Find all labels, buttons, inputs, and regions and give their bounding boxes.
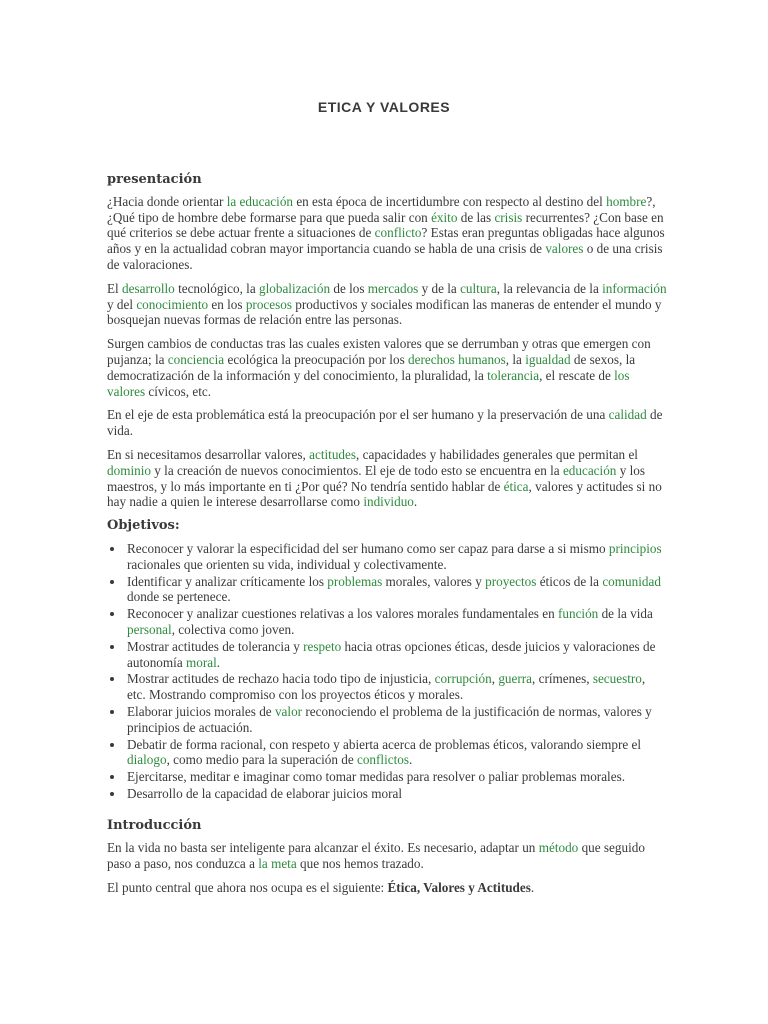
inline-link[interactable]: valor (274, 703, 303, 719)
text-run: Debatir de forma racional, con respeto y abierta acerca de problemas éticos, valorando siempre el (127, 736, 642, 752)
objetivos-list (107, 541, 667, 802)
text-run: El punto central que ahora nos ocupa es el siguiente: (107, 880, 388, 896)
inline-link[interactable]: método (538, 840, 579, 856)
text-run: , como medio para la superación de (166, 752, 357, 768)
text-run: de la vida (598, 606, 653, 622)
text-run: En el eje de esta problemática está la preocupación por el ser humano y la preservación de una (107, 407, 609, 423)
text-run: . (530, 880, 535, 896)
text-run: ecológica la preocupación por los (224, 351, 408, 367)
text-run: Identificar y analizar críticamente los (127, 573, 328, 589)
inline-link[interactable]: ética (503, 478, 529, 494)
inline-link[interactable]: principios (608, 540, 662, 556)
list-item (125, 574, 667, 606)
text-run: y la creación de nuevos conocimientos. El eje de todo esto se encuentra en la (150, 462, 563, 478)
text-run: en esta época de incertidumbre con respecto al destino del (293, 193, 607, 209)
text-run: En la vida no basta ser inteligente para alcanzar el éxito. Es necesario, adaptar un (107, 840, 539, 856)
text-run: de sexos, la democratización de la información y del conocimiento, la pluralidad, la (107, 351, 636, 383)
text-run: reconociendo el problema de la justificación de normas, valores y principios de actuación. (127, 703, 652, 735)
list-item (125, 704, 667, 736)
list-item (125, 639, 667, 671)
text-run: Mostrar actitudes de tolerancia y (127, 638, 304, 654)
inline-link[interactable]: calidad (608, 407, 647, 423)
text-run: Elaborar juicios morales de (127, 703, 275, 719)
paragraph (107, 447, 667, 510)
text-run: ?, ¿Qué tipo de hombre debe formarse para que pueda salir con (107, 193, 656, 225)
bold-text: Ética, Valores y Actitudes (387, 880, 531, 896)
text-run: Desarrollo de la capacidad de elaborar juicios moral (127, 785, 402, 801)
inline-link[interactable]: problemas (327, 573, 383, 589)
inline-link[interactable]: hombre (606, 193, 647, 209)
inline-link[interactable]: la educación (226, 193, 294, 209)
paragraph (107, 336, 667, 399)
text-run: Reconocer y valorar la especificidad del ser humano como ser capaz para darse a si mismo (127, 540, 609, 556)
list-item (125, 606, 667, 638)
text-run: , capacidades y habilidades generales que permitan el (356, 446, 638, 462)
paragraph (107, 281, 667, 328)
inline-link[interactable]: secuestro (592, 671, 642, 687)
inline-link[interactable]: proyectos (485, 573, 537, 589)
heading-presentacion: presentación (107, 172, 202, 187)
inline-link[interactable]: moral (185, 654, 217, 670)
inline-link[interactable]: cultura (460, 280, 497, 296)
inline-link[interactable]: guerra (498, 671, 533, 687)
list-item (125, 541, 667, 573)
list-item (125, 737, 667, 769)
inline-link[interactable]: la meta (258, 856, 297, 872)
text-run: Mostrar actitudes de rechazo hacia todo tipo de injusticia, (127, 671, 435, 687)
text-run: y de la (418, 280, 461, 296)
list-item (125, 786, 667, 802)
text-run: El (107, 280, 123, 296)
text-run: , colectiva como joven. (171, 621, 295, 637)
text-run: que seguido paso a paso, nos conduzca a (107, 840, 645, 872)
document-body (107, 172, 667, 904)
inline-link[interactable]: conciencia (167, 351, 225, 367)
inline-link[interactable]: respeto (303, 638, 342, 654)
text-run: Reconocer y analizar cuestiones relativas a los valores morales fundamentales en (127, 606, 558, 622)
inline-link[interactable]: tolerancia (487, 367, 540, 383)
text-run: morales, valores y (382, 573, 486, 589)
text-run: de vida. (107, 407, 663, 439)
inline-link[interactable]: mercados (367, 280, 419, 296)
paragraph (107, 840, 667, 872)
inline-link[interactable]: globalización (259, 280, 331, 296)
inline-link[interactable]: desarrollo (122, 280, 175, 296)
text-run: de los (330, 280, 368, 296)
heading-introduccion: Introducción (107, 817, 202, 833)
text-run: recurrentes? ¿Con base en qué criterios se debe actuar frente a situaciones de (107, 209, 664, 241)
text-run: éticos de la (536, 573, 603, 589)
text-run: cívicos, etc. (145, 383, 212, 399)
inline-link[interactable]: dominio (107, 462, 151, 478)
text-run: y del (107, 296, 137, 312)
text-run: , valores y actitudes si no hay nadie a quien le interese desarrollarse como (107, 478, 662, 510)
inline-link[interactable]: actitudes (309, 446, 357, 462)
inline-link[interactable]: comunidad (602, 573, 661, 589)
inline-link[interactable]: derechos humanos (408, 351, 506, 367)
text-run: hacia otras opciones éticas, desde juicios y valoraciones de autonomía (127, 638, 656, 670)
inline-link[interactable]: corrupción (434, 671, 492, 687)
inline-link[interactable]: función (557, 606, 599, 622)
text-run: , crímenes, (532, 671, 593, 687)
text-run: Ejercitarse, meditar e imaginar como tomar medidas para resolver o paliar problemas morales. (127, 769, 625, 785)
text-run: o de una crisis de valoraciones. (107, 241, 663, 272)
text-run: donde se pertenece. (127, 589, 231, 605)
inline-link[interactable]: crisis (494, 209, 523, 225)
text-run: que nos hemos trazado. (296, 856, 424, 872)
text-run: , la relevancia de la (496, 280, 603, 296)
heading-objetivos: Objetivos: (107, 518, 180, 534)
inline-link[interactable]: éxito (431, 209, 458, 225)
inline-link[interactable]: procesos (245, 296, 292, 312)
inline-link[interactable]: conflicto (374, 225, 422, 241)
text-run: productivos y sociales modifican las maneras de entender el mundo y bosquejan nuevas formas de relación entre las personas. (107, 296, 662, 328)
inline-link[interactable]: conflictos (356, 752, 409, 768)
text-run: , etc. Mostrando compromiso con los proyectos éticos y morales. (127, 671, 646, 703)
paragraph (107, 407, 667, 439)
inline-link[interactable]: educación (562, 462, 617, 478)
text-run: , (491, 671, 499, 687)
inline-link[interactable]: personal (127, 621, 172, 637)
inline-link[interactable]: los valores (107, 367, 630, 399)
inline-link[interactable]: igualdad (525, 351, 571, 367)
inline-link[interactable]: conocimiento (136, 296, 209, 312)
list-item (125, 671, 667, 703)
text-run: En si necesitamos desarrollar valores, (107, 446, 310, 462)
text-run: . (216, 654, 221, 670)
text-run: . (413, 494, 418, 510)
list-item (125, 769, 667, 785)
paragraph (107, 194, 667, 273)
inline-link[interactable]: información (602, 280, 667, 296)
text-run: ? Estas eran preguntas obligadas hace algunos años y en la actualidad cobran mayor importancia cuando se habla de una crisis de (107, 225, 665, 257)
text-run: de las (457, 209, 495, 225)
inline-link[interactable]: dialogo (127, 752, 167, 768)
text-run: . (409, 752, 413, 768)
text-run: en los (208, 296, 246, 312)
text-run: ¿Hacia donde orientar (107, 193, 227, 209)
text-run: , el rescate de (539, 367, 615, 383)
text-run: racionales que orienten su vida, individual y colectivamente. (127, 556, 447, 572)
inline-link[interactable]: valores (545, 241, 584, 257)
inline-link[interactable]: individuo (363, 494, 414, 510)
text-run: tecnológico, la (174, 280, 259, 296)
paragraph (107, 880, 667, 896)
document-title: ETICA Y VALORES (317, 99, 451, 115)
text-run: Surgen cambios de conductas tras las cuales existen valores que se derrumban y otras que emergen con pujanza; la (107, 336, 651, 367)
text-run: y los maestros, y lo más importante en ti ¿Por qué? No tendría sentido hablar de (107, 462, 645, 494)
text-run: , la (505, 351, 526, 367)
